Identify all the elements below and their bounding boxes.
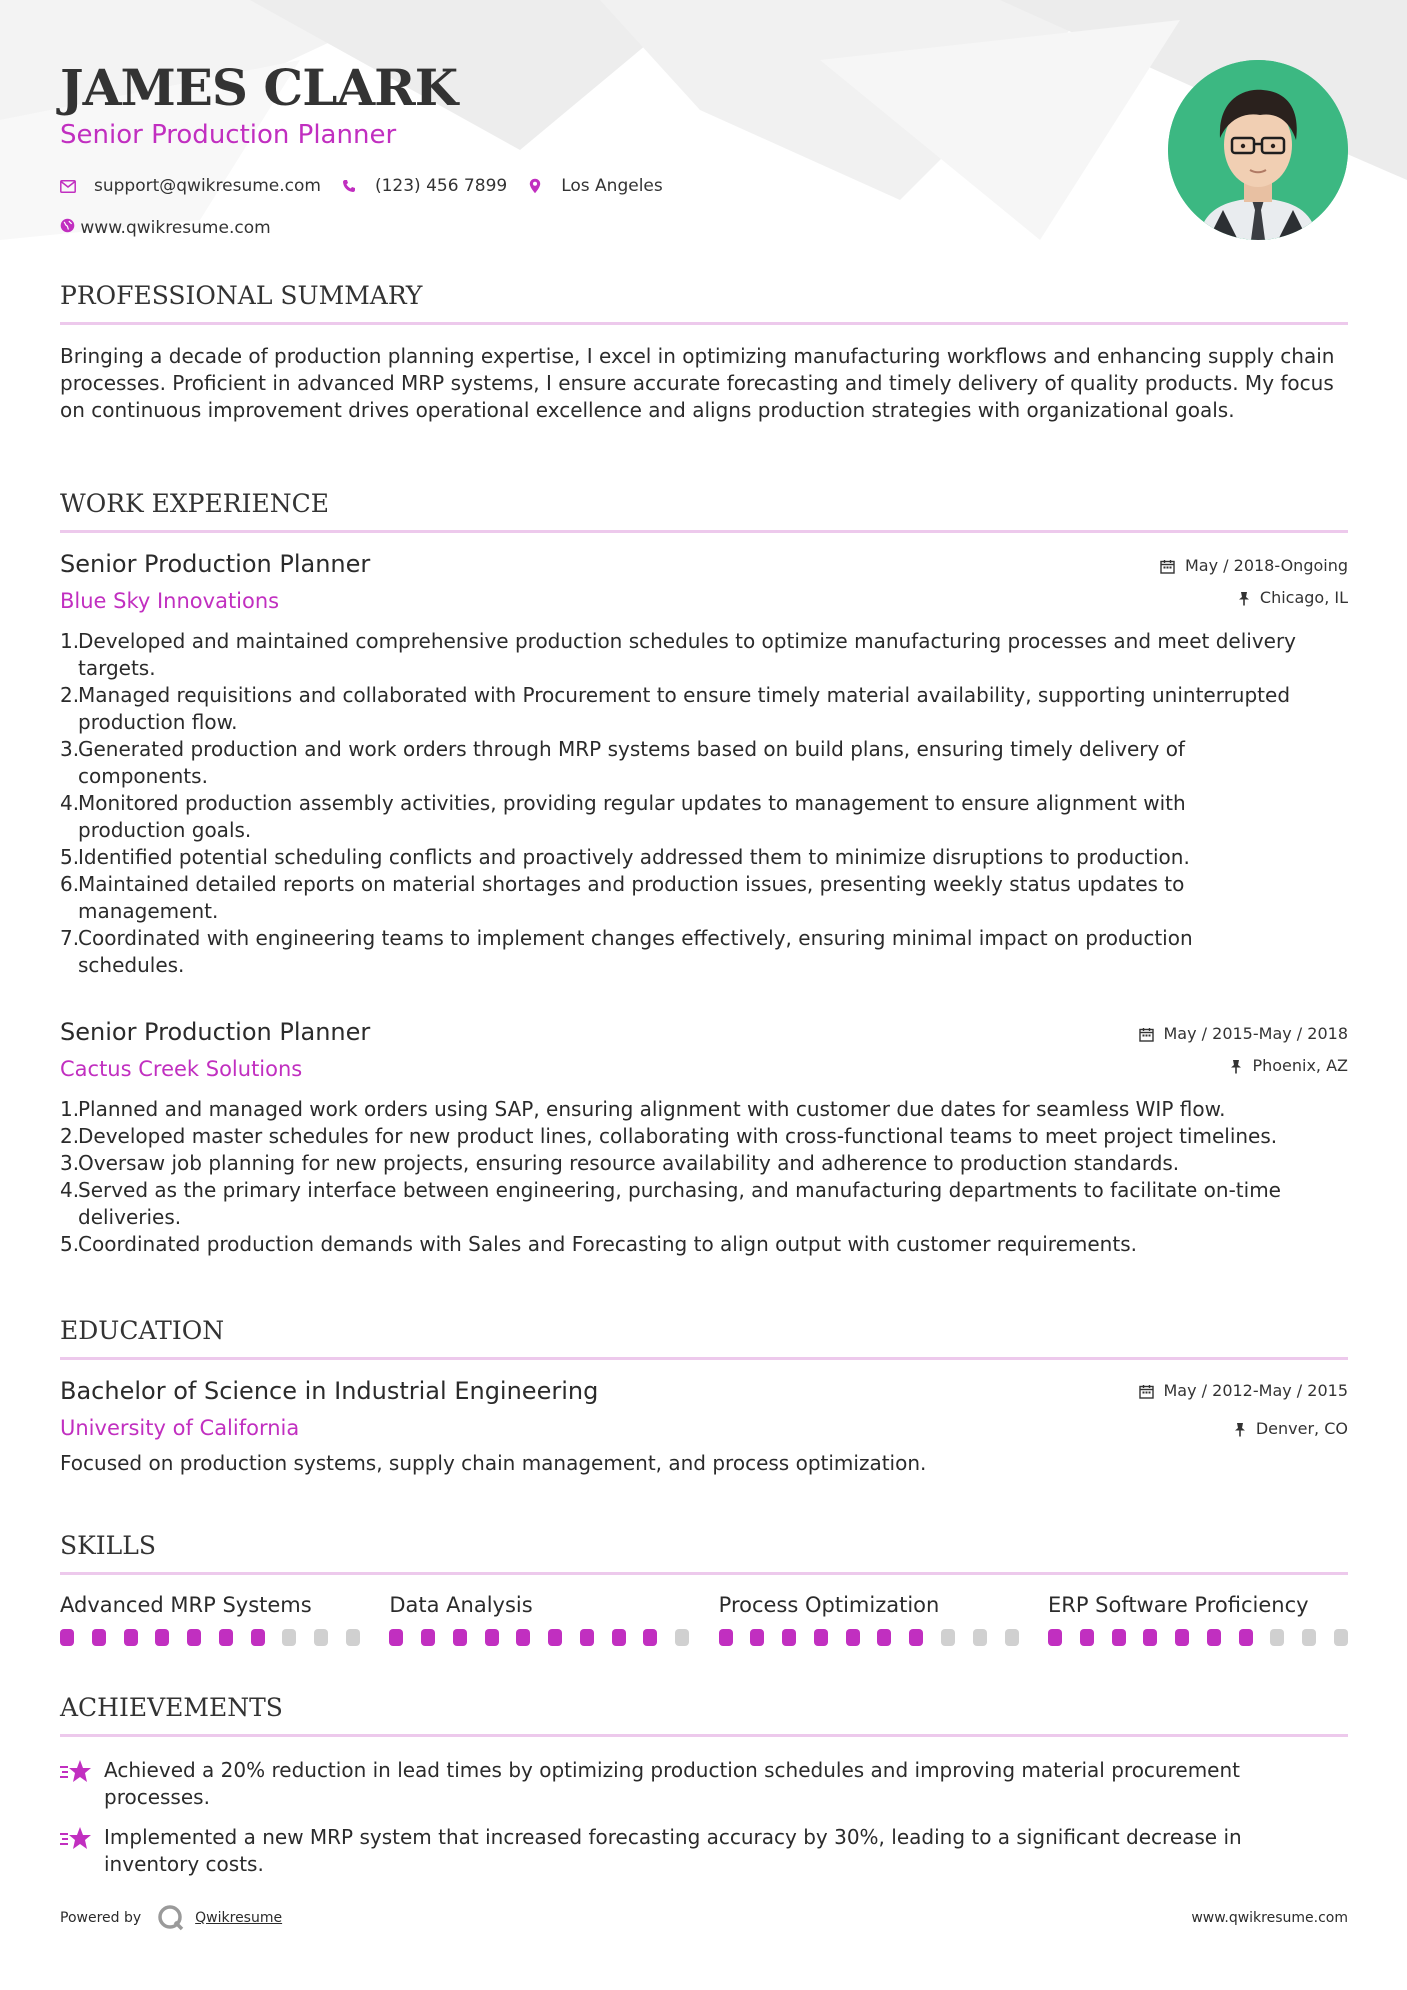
school-name: University of California bbox=[60, 1416, 300, 1440]
skill-dot-empty bbox=[1005, 1629, 1019, 1646]
job-header bbox=[60, 549, 1348, 616]
pushpin-icon bbox=[1230, 1059, 1242, 1074]
envelope-icon bbox=[60, 178, 76, 194]
powered-by-label: Powered by bbox=[60, 1910, 142, 1926]
contact-website-text: www.qwikresume.com bbox=[80, 218, 271, 238]
skill-dot-empty bbox=[941, 1629, 955, 1646]
job-location bbox=[1139, 1055, 1349, 1077]
candidate-name: JAMES CLARK bbox=[60, 58, 458, 117]
achievement-item bbox=[60, 1757, 1348, 1811]
job-title: Senior Production Planner bbox=[60, 550, 371, 578]
skill-item bbox=[60, 1591, 360, 1646]
summary-heading: PROFESSIONAL SUMMARY bbox=[60, 281, 423, 310]
skills-section bbox=[60, 1530, 1348, 1646]
job-title: Senior Production Planner bbox=[60, 1018, 371, 1046]
list-item: 3. Generated production and work orders through MRP systems based on build plans, ensuring timely delivery of components. bbox=[60, 737, 1185, 788]
education-location bbox=[1139, 1418, 1349, 1440]
skill-dot-filled bbox=[453, 1629, 467, 1646]
section-divider bbox=[60, 530, 1348, 533]
resume-page bbox=[60, 0, 1348, 1990]
list-item: 2. Developed master schedules for new product lines, collaborating with cross-functional teams to meet project timelines. bbox=[60, 1124, 1278, 1148]
list-item: 3. Oversaw job planning for new projects, ensuring resource availability and adherence to production standards. bbox=[60, 1151, 1180, 1175]
calendar-icon bbox=[1139, 1027, 1154, 1042]
powered-by bbox=[60, 1904, 282, 1932]
skill-item bbox=[719, 1591, 1019, 1646]
skill-dot-filled bbox=[612, 1629, 626, 1646]
skill-dot-filled bbox=[877, 1629, 891, 1646]
job-dates-text: May / 2018-Ongoing bbox=[1185, 556, 1348, 575]
list-item: 1. Developed and maintained comprehensive production schedules to optimize manufacturing processes and meet delivery targets. bbox=[60, 629, 1297, 680]
pushpin-icon bbox=[1238, 591, 1250, 606]
pushpin-icon bbox=[1234, 1422, 1246, 1437]
job-dates-text: May / 2015-May / 2018 bbox=[1163, 1024, 1348, 1043]
contact-email-text: support@qwikresume.com bbox=[94, 176, 321, 196]
skill-dot-filled bbox=[782, 1629, 796, 1646]
education-header bbox=[60, 1376, 1348, 1443]
job-entry bbox=[60, 549, 1348, 979]
skill-dot-filled bbox=[1112, 1629, 1126, 1646]
candidate-title: Senior Production Planner bbox=[60, 120, 397, 150]
achievements-heading: ACHIEVEMENTS bbox=[60, 1693, 283, 1722]
section-divider bbox=[60, 1572, 1348, 1575]
contact-location-text: Los Angeles bbox=[561, 176, 663, 196]
skill-dot-filled bbox=[548, 1629, 562, 1646]
contact-phone-text: (123) 456 7899 bbox=[374, 176, 508, 196]
job-entry bbox=[60, 1017, 1348, 1258]
job-dates bbox=[1139, 1023, 1349, 1045]
skill-dot-filled bbox=[1239, 1629, 1253, 1646]
skill-rating bbox=[719, 1629, 1019, 1646]
job-bullets bbox=[60, 1096, 1348, 1258]
job-location-text: Phoenix, AZ bbox=[1252, 1056, 1348, 1075]
summary-section bbox=[60, 280, 1348, 424]
resume-header bbox=[60, 58, 1348, 258]
skill-dot-empty bbox=[314, 1629, 328, 1646]
calendar-icon bbox=[1160, 559, 1175, 574]
experience-section bbox=[60, 488, 1348, 1258]
skill-dot-filled bbox=[1143, 1629, 1157, 1646]
contact-row bbox=[60, 174, 1348, 198]
skill-dot-filled bbox=[580, 1629, 594, 1646]
skill-dot-empty bbox=[1270, 1629, 1284, 1646]
skill-name: Process Optimization bbox=[718, 1593, 940, 1617]
skill-dot-filled bbox=[719, 1629, 733, 1646]
skill-dot-filled bbox=[421, 1629, 435, 1646]
skill-dot-filled bbox=[219, 1629, 233, 1646]
qwikresume-link[interactable]: Qwikresume bbox=[195, 1910, 283, 1926]
skill-dot-filled bbox=[1207, 1629, 1221, 1646]
skill-item bbox=[389, 1591, 689, 1646]
job-company: Blue Sky Innovations bbox=[60, 589, 280, 613]
job-header bbox=[60, 1017, 1348, 1084]
calendar-icon bbox=[1139, 1384, 1154, 1399]
skill-dot-filled bbox=[389, 1629, 403, 1646]
skill-dot-empty bbox=[346, 1629, 360, 1646]
contact-email[interactable] bbox=[60, 176, 321, 196]
section-divider bbox=[60, 1734, 1348, 1737]
list-item: 7. Coordinated with engineering teams to implement changes effectively, ensuring minimal impact on production schedules. bbox=[60, 926, 1193, 977]
skill-rating bbox=[1048, 1629, 1348, 1646]
job-dates bbox=[1160, 555, 1348, 577]
achievement-item bbox=[60, 1824, 1348, 1878]
skill-rating bbox=[389, 1629, 689, 1646]
skill-dot-filled bbox=[643, 1629, 657, 1646]
education-section bbox=[60, 1315, 1348, 1477]
education-heading: EDUCATION bbox=[60, 1316, 225, 1345]
skill-dot-filled bbox=[251, 1629, 265, 1646]
skill-dot-filled bbox=[1080, 1629, 1094, 1646]
skill-dot-empty bbox=[1302, 1629, 1316, 1646]
skill-dot-filled bbox=[750, 1629, 764, 1646]
skill-name: ERP Software Proficiency bbox=[1047, 1593, 1309, 1617]
contact-location bbox=[527, 176, 663, 196]
degree-title: Bachelor of Science in Industrial Engineering bbox=[60, 1377, 599, 1405]
list-item: 1. Planned and managed work orders using SAP, ensuring alignment with customer due dates for seamless WIP flow. bbox=[60, 1097, 1226, 1121]
achievement-text: Implemented a new MRP system that increased forecasting accuracy by 30%, leading to a significant decrease in inventory costs. bbox=[104, 1825, 1242, 1876]
skill-name: Advanced MRP Systems bbox=[60, 1593, 312, 1617]
skill-dot-filled bbox=[124, 1629, 138, 1646]
skill-dot-filled bbox=[485, 1629, 499, 1646]
list-item: 2. Managed requisitions and collaborated with Procurement to ensure timely material availability, supporting uninterrupted production flow. bbox=[60, 683, 1291, 734]
list-item: 5. Coordinated production demands with Sales and Forecasting to align output with customer requirements. bbox=[60, 1232, 1137, 1256]
skill-dot-filled bbox=[1048, 1629, 1062, 1646]
skill-dot-filled bbox=[846, 1629, 860, 1646]
section-divider bbox=[60, 322, 1348, 325]
avatar bbox=[1168, 60, 1348, 240]
skill-dot-empty bbox=[1334, 1629, 1348, 1646]
job-location-text: Chicago, IL bbox=[1259, 588, 1348, 607]
list-item: 4. Served as the primary interface between engineering, purchasing, and manufacturing departments to facilitate on-time deliveries. bbox=[60, 1178, 1281, 1229]
skill-dot-filled bbox=[909, 1629, 923, 1646]
education-description: Focused on production systems, supply chain management, and process optimization. bbox=[60, 1451, 927, 1475]
job-location bbox=[1160, 587, 1348, 609]
skill-dot-empty bbox=[675, 1629, 689, 1646]
job-company: Cactus Creek Solutions bbox=[60, 1057, 303, 1081]
education-entry bbox=[60, 1376, 1348, 1477]
star-icon bbox=[60, 1826, 94, 1856]
education-location-text: Denver, CO bbox=[1255, 1419, 1348, 1438]
skill-item bbox=[1048, 1591, 1348, 1646]
star-icon bbox=[60, 1759, 94, 1789]
qwikresume-logo-icon bbox=[157, 1904, 185, 1932]
skill-dot-filled bbox=[155, 1629, 169, 1646]
skills-heading: SKILLS bbox=[60, 1531, 157, 1560]
page-footer bbox=[60, 1900, 1348, 1936]
education-dates bbox=[1139, 1380, 1349, 1402]
skill-dot-filled bbox=[1175, 1629, 1189, 1646]
list-item: 6. Maintained detailed reports on material shortages and production issues, presenting weekly status updates to management. bbox=[60, 872, 1185, 923]
skill-dot-filled bbox=[60, 1629, 74, 1646]
section-divider bbox=[60, 1357, 1348, 1360]
skill-dot-empty bbox=[973, 1629, 987, 1646]
skill-name: Data Analysis bbox=[389, 1593, 533, 1617]
summary-text: Bringing a decade of production planning expertise, I excel in optimizing manufacturing workflows and enhancing supply chain processes. Proficient in advanced MRP systems, I ensure accurate forecasting and timely delivery of quality products. My focus on continuous improvement drives operational excellence and aligns production strategies with organizational goals. bbox=[60, 344, 1335, 422]
skill-dot-filled bbox=[516, 1629, 530, 1646]
skill-dot-filled bbox=[92, 1629, 106, 1646]
achievement-text: Achieved a 20% reduction in lead times by optimizing production schedules and improving material procurement processes. bbox=[104, 1758, 1240, 1809]
footer-site-link[interactable]: www.qwikresume.com bbox=[1191, 1910, 1348, 1926]
skill-dot-empty bbox=[282, 1629, 296, 1646]
map-pin-icon bbox=[527, 178, 543, 194]
skills-list bbox=[60, 1591, 1348, 1646]
skill-dot-filled bbox=[187, 1629, 201, 1646]
experience-heading: WORK EXPERIENCE bbox=[60, 489, 329, 518]
job-bullets bbox=[60, 628, 1348, 979]
globe-icon bbox=[60, 218, 80, 238]
contact-phone[interactable] bbox=[341, 176, 507, 196]
list-item: 5. Identified potential scheduling conflicts and proactively addressed them to minimize disruptions to production. bbox=[60, 845, 1190, 869]
skill-rating bbox=[60, 1629, 360, 1646]
achievements-section bbox=[60, 1692, 1348, 1878]
education-dates-text: May / 2012-May / 2015 bbox=[1163, 1381, 1348, 1400]
list-item: 4. Monitored production assembly activities, providing regular updates to management to ensure alignment with production goals. bbox=[60, 791, 1186, 842]
skill-dot-filled bbox=[814, 1629, 828, 1646]
contact-row-2 bbox=[60, 216, 1348, 240]
contact-website[interactable] bbox=[60, 218, 271, 238]
phone-icon bbox=[341, 178, 357, 194]
